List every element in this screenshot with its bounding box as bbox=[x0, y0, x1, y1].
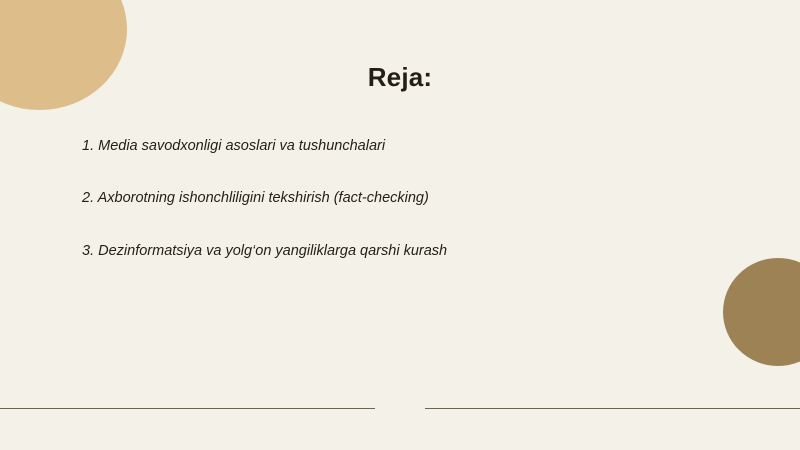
agenda-list bbox=[82, 138, 722, 260]
list-item: 1. Media savodxonligi asoslari va tushunchalari bbox=[82, 138, 386, 154]
list-item: 2. Axborotning ishonchliligini tekshirish (fact-checking) bbox=[82, 190, 429, 207]
divider-line-right bbox=[425, 408, 800, 409]
list-item: 3. Dezinformatsiya va yolg‘on yangiliklarga qarshi kurash bbox=[82, 242, 448, 259]
divider-line-left bbox=[0, 408, 375, 409]
decorative-circle-right bbox=[723, 258, 800, 366]
decorative-circle-top-left bbox=[0, 0, 127, 110]
page-title: Reja: bbox=[367, 62, 433, 92]
